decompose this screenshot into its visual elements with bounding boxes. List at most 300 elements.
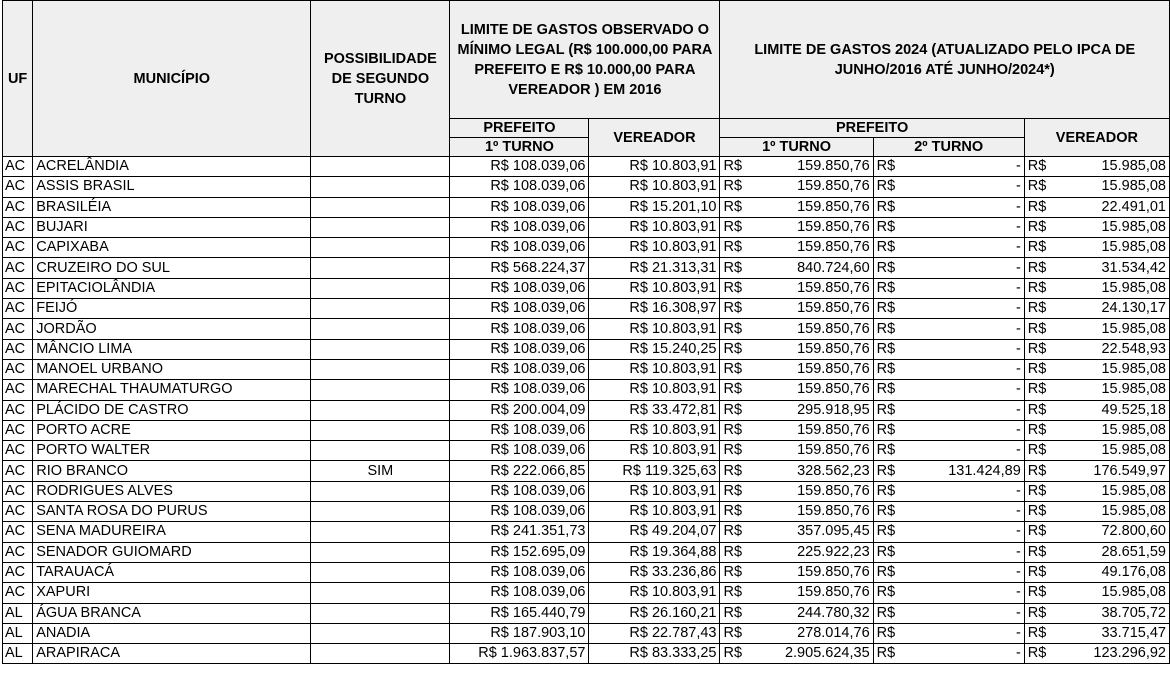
cell-vereador-2024: 33.715,47 xyxy=(1055,623,1170,643)
cell-currency: R$ xyxy=(1024,542,1054,562)
cell-currency: R$ xyxy=(1024,562,1054,582)
cell-municipio: PORTO WALTER xyxy=(33,441,311,461)
cell-vereador-2016: R$ 33.236,86 xyxy=(589,562,720,582)
cell-municipio: PORTO ACRE xyxy=(33,420,311,440)
cell-prefeito-1-turno-2024: 159.850,76 xyxy=(750,299,873,319)
cell-prefeito-2-turno-2024: - xyxy=(903,299,1024,319)
cell-uf: AC xyxy=(3,420,33,440)
cell-municipio: EPITACIOLÂNDIA xyxy=(33,278,311,298)
cell-uf: AC xyxy=(3,319,33,339)
cell-prefeito-1-turno-2024: 159.850,76 xyxy=(750,562,873,582)
cell-currency: R$ xyxy=(873,400,903,420)
cell-prefeito-2016: R$ 108.039,06 xyxy=(450,319,589,339)
cell-prefeito-1-turno-2024: 159.850,76 xyxy=(750,359,873,379)
cell-prefeito-2016: R$ 108.039,06 xyxy=(450,583,589,603)
cell-prefeito-2016: R$ 108.039,06 xyxy=(450,481,589,501)
cell-vereador-2016: R$ 26.160,21 xyxy=(589,603,720,623)
table-row xyxy=(3,278,1170,298)
cell-segundo-turno: SIM xyxy=(311,461,450,481)
cell-currency: R$ xyxy=(1024,157,1054,177)
cell-vereador-2016: R$ 10.803,91 xyxy=(589,420,720,440)
cell-prefeito-2-turno-2024: - xyxy=(903,197,1024,217)
cell-vereador-2016: R$ 21.313,31 xyxy=(589,258,720,278)
cell-currency: R$ xyxy=(873,502,903,522)
cell-municipio: CRUZEIRO DO SUL xyxy=(33,258,311,278)
cell-prefeito-2016: R$ 108.039,06 xyxy=(450,502,589,522)
cell-uf: AC xyxy=(3,177,33,197)
cell-currency: R$ xyxy=(873,319,903,339)
cell-municipio: MANOEL URBANO xyxy=(33,359,311,379)
cell-vereador-2016: R$ 10.803,91 xyxy=(589,278,720,298)
header-segundo-turno: POSSIBILIDADE DE SEGUNDO TURNO xyxy=(311,1,450,157)
cell-vereador-2016: R$ 10.803,91 xyxy=(589,177,720,197)
cell-prefeito-2-turno-2024: - xyxy=(903,603,1024,623)
cell-uf: AL xyxy=(3,644,33,664)
cell-prefeito-1-turno-2024: 159.850,76 xyxy=(750,583,873,603)
cell-currency: R$ xyxy=(873,299,903,319)
cell-municipio: ACRELÂNDIA xyxy=(33,157,311,177)
cell-prefeito-1-turno-2024: 159.850,76 xyxy=(750,339,873,359)
cell-prefeito-1-turno-2024: 244.780,32 xyxy=(750,603,873,623)
cell-vereador-2024: 49.176,08 xyxy=(1055,562,1170,582)
cell-currency: R$ xyxy=(1024,339,1054,359)
cell-segundo-turno xyxy=(311,542,450,562)
cell-uf: AC xyxy=(3,522,33,542)
cell-currency: R$ xyxy=(720,644,750,664)
cell-prefeito-2016: R$ 187.903,10 xyxy=(450,623,589,643)
cell-segundo-turno xyxy=(311,157,450,177)
cell-segundo-turno xyxy=(311,217,450,237)
cell-currency: R$ xyxy=(720,562,750,582)
cell-vereador-2016: R$ 10.803,91 xyxy=(589,359,720,379)
cell-segundo-turno xyxy=(311,502,450,522)
cell-prefeito-2-turno-2024: - xyxy=(903,522,1024,542)
table-header xyxy=(3,1,1170,157)
cell-segundo-turno xyxy=(311,197,450,217)
cell-vereador-2024: 15.985,08 xyxy=(1055,359,1170,379)
cell-municipio: CAPIXABA xyxy=(33,238,311,258)
cell-segundo-turno xyxy=(311,380,450,400)
cell-segundo-turno xyxy=(311,299,450,319)
cell-currency: R$ xyxy=(873,644,903,664)
cell-currency: R$ xyxy=(1024,522,1054,542)
cell-currency: R$ xyxy=(720,420,750,440)
cell-uf: AC xyxy=(3,542,33,562)
cell-currency: R$ xyxy=(720,299,750,319)
cell-segundo-turno xyxy=(311,623,450,643)
cell-prefeito-1-turno-2024: 159.850,76 xyxy=(750,278,873,298)
cell-uf: AC xyxy=(3,258,33,278)
cell-prefeito-2016: R$ 108.039,06 xyxy=(450,420,589,440)
cell-prefeito-2016: R$ 165.440,79 xyxy=(450,603,589,623)
cell-prefeito-2-turno-2024: - xyxy=(903,278,1024,298)
table-row xyxy=(3,217,1170,237)
cell-vereador-2016: R$ 10.803,91 xyxy=(589,481,720,501)
cell-municipio: ANADIA xyxy=(33,623,311,643)
cell-currency: R$ xyxy=(720,157,750,177)
table-row xyxy=(3,380,1170,400)
cell-currency: R$ xyxy=(873,278,903,298)
cell-prefeito-2016: R$ 152.695,09 xyxy=(450,542,589,562)
cell-vereador-2024: 123.296,92 xyxy=(1055,644,1170,664)
cell-municipio: JORDÃO xyxy=(33,319,311,339)
cell-vereador-2024: 28.651,59 xyxy=(1055,542,1170,562)
cell-currency: R$ xyxy=(1024,319,1054,339)
cell-vereador-2024: 15.985,08 xyxy=(1055,157,1170,177)
cell-prefeito-2-turno-2024: - xyxy=(903,177,1024,197)
cell-vereador-2024: 15.985,08 xyxy=(1055,380,1170,400)
cell-currency: R$ xyxy=(720,461,750,481)
cell-municipio: ARAPIRACA xyxy=(33,644,311,664)
cell-currency: R$ xyxy=(1024,258,1054,278)
cell-prefeito-2016: R$ 108.039,06 xyxy=(450,562,589,582)
cell-currency: R$ xyxy=(1024,177,1054,197)
cell-prefeito-2-turno-2024: - xyxy=(903,441,1024,461)
cell-prefeito-2-turno-2024: - xyxy=(903,238,1024,258)
header-prefeito-2024: PREFEITO xyxy=(720,119,1024,138)
cell-municipio: PLÁCIDO DE CASTRO xyxy=(33,400,311,420)
table-row xyxy=(3,238,1170,258)
cell-vereador-2024: 22.548,93 xyxy=(1055,339,1170,359)
cell-currency: R$ xyxy=(720,217,750,237)
cell-currency: R$ xyxy=(720,177,750,197)
table-row xyxy=(3,400,1170,420)
cell-segundo-turno xyxy=(311,562,450,582)
cell-prefeito-2-turno-2024: - xyxy=(903,502,1024,522)
cell-uf: AC xyxy=(3,481,33,501)
table-row xyxy=(3,461,1170,481)
cell-vereador-2016: R$ 83.333,25 xyxy=(589,644,720,664)
cell-prefeito-2-turno-2024: - xyxy=(903,420,1024,440)
table-row xyxy=(3,502,1170,522)
cell-vereador-2016: R$ 10.803,91 xyxy=(589,441,720,461)
table-row xyxy=(3,197,1170,217)
cell-currency: R$ xyxy=(720,542,750,562)
cell-currency: R$ xyxy=(720,522,750,542)
table-row xyxy=(3,319,1170,339)
cell-prefeito-2016: R$ 108.039,06 xyxy=(450,278,589,298)
cell-segundo-turno xyxy=(311,359,450,379)
cell-municipio: BRASILÉIA xyxy=(33,197,311,217)
cell-prefeito-1-turno-2024: 159.850,76 xyxy=(750,177,873,197)
header-primeiro-turno-2024: 1º TURNO xyxy=(720,138,873,157)
cell-currency: R$ xyxy=(720,238,750,258)
cell-prefeito-2-turno-2024: - xyxy=(903,400,1024,420)
cell-currency: R$ xyxy=(1024,583,1054,603)
cell-segundo-turno xyxy=(311,481,450,501)
cell-currency: R$ xyxy=(720,441,750,461)
cell-vereador-2016: R$ 119.325,63 xyxy=(589,461,720,481)
cell-prefeito-2-turno-2024: - xyxy=(903,583,1024,603)
cell-vereador-2024: 38.705,72 xyxy=(1055,603,1170,623)
cell-prefeito-1-turno-2024: 159.850,76 xyxy=(750,380,873,400)
cell-prefeito-2016: R$ 108.039,06 xyxy=(450,217,589,237)
header-segundo-turno-2024: 2º TURNO xyxy=(873,138,1024,157)
header-limite-2024: LIMITE DE GASTOS 2024 (ATUALIZADO PELO IPCA DE JUNHO/2016 ATÉ JUNHO/2024*) xyxy=(720,1,1170,119)
cell-vereador-2024: 24.130,17 xyxy=(1055,299,1170,319)
cell-vereador-2024: 15.985,08 xyxy=(1055,319,1170,339)
header-limite-2016: LIMITE DE GASTOS OBSERVADO O MÍNIMO LEGAL (R$ 100.000,00 PARA PREFEITO E R$ 10.000,00 PARA VEREADOR ) EM 2016 xyxy=(450,1,720,119)
cell-prefeito-2-turno-2024: - xyxy=(903,217,1024,237)
cell-vereador-2024: 15.985,08 xyxy=(1055,481,1170,501)
cell-currency: R$ xyxy=(1024,278,1054,298)
cell-uf: AC xyxy=(3,583,33,603)
table-row xyxy=(3,359,1170,379)
table-body xyxy=(3,157,1170,664)
cell-prefeito-1-turno-2024: 159.850,76 xyxy=(750,420,873,440)
cell-vereador-2016: R$ 19.364,88 xyxy=(589,542,720,562)
cell-uf: AC xyxy=(3,400,33,420)
cell-prefeito-2016: R$ 108.039,06 xyxy=(450,441,589,461)
cell-prefeito-1-turno-2024: 278.014,76 xyxy=(750,623,873,643)
cell-prefeito-2-turno-2024: - xyxy=(903,542,1024,562)
table-row xyxy=(3,177,1170,197)
cell-currency: R$ xyxy=(873,197,903,217)
table-row xyxy=(3,299,1170,319)
cell-municipio: RIO BRANCO xyxy=(33,461,311,481)
table-row xyxy=(3,562,1170,582)
cell-currency: R$ xyxy=(720,400,750,420)
cell-uf: AC xyxy=(3,197,33,217)
cell-prefeito-1-turno-2024: 159.850,76 xyxy=(750,441,873,461)
cell-municipio: RODRIGUES ALVES xyxy=(33,481,311,501)
cell-prefeito-2-turno-2024: - xyxy=(903,623,1024,643)
header-municipio: MUNICÍPIO xyxy=(33,1,311,157)
cell-prefeito-2016: R$ 108.039,06 xyxy=(450,197,589,217)
cell-currency: R$ xyxy=(873,583,903,603)
cell-currency: R$ xyxy=(873,359,903,379)
cell-vereador-2016: R$ 10.803,91 xyxy=(589,217,720,237)
cell-uf: AC xyxy=(3,502,33,522)
cell-vereador-2024: 72.800,60 xyxy=(1055,522,1170,542)
table-row xyxy=(3,339,1170,359)
cell-vereador-2024: 15.985,08 xyxy=(1055,583,1170,603)
table-row xyxy=(3,420,1170,440)
cell-prefeito-2-turno-2024: - xyxy=(903,157,1024,177)
cell-segundo-turno xyxy=(311,583,450,603)
cell-prefeito-2016: R$ 108.039,06 xyxy=(450,177,589,197)
cell-prefeito-1-turno-2024: 295.918,95 xyxy=(750,400,873,420)
cell-vereador-2016: R$ 10.803,91 xyxy=(589,380,720,400)
cell-currency: R$ xyxy=(873,177,903,197)
cell-currency: R$ xyxy=(720,359,750,379)
cell-segundo-turno xyxy=(311,177,450,197)
cell-segundo-turno xyxy=(311,441,450,461)
cell-currency: R$ xyxy=(1024,502,1054,522)
cell-currency: R$ xyxy=(1024,217,1054,237)
cell-municipio: FEIJÓ xyxy=(33,299,311,319)
cell-vereador-2016: R$ 15.201,10 xyxy=(589,197,720,217)
cell-currency: R$ xyxy=(720,481,750,501)
cell-currency: R$ xyxy=(873,562,903,582)
cell-prefeito-1-turno-2024: 159.850,76 xyxy=(750,319,873,339)
cell-prefeito-2-turno-2024: 131.424,89 xyxy=(903,461,1024,481)
cell-uf: AC xyxy=(3,238,33,258)
cell-uf: AC xyxy=(3,157,33,177)
cell-uf: AL xyxy=(3,623,33,643)
cell-uf: AC xyxy=(3,339,33,359)
table-row xyxy=(3,542,1170,562)
cell-currency: R$ xyxy=(720,603,750,623)
cell-municipio: ASSIS BRASIL xyxy=(33,177,311,197)
cell-prefeito-1-turno-2024: 357.095,45 xyxy=(750,522,873,542)
cell-segundo-turno xyxy=(311,400,450,420)
cell-currency: R$ xyxy=(1024,603,1054,623)
cell-segundo-turno xyxy=(311,339,450,359)
cell-segundo-turno xyxy=(311,420,450,440)
cell-currency: R$ xyxy=(720,339,750,359)
cell-municipio: ÁGUA BRANCA xyxy=(33,603,311,623)
cell-currency: R$ xyxy=(873,258,903,278)
table-row xyxy=(3,603,1170,623)
table-row xyxy=(3,441,1170,461)
cell-segundo-turno xyxy=(311,278,450,298)
cell-currency: R$ xyxy=(1024,623,1054,643)
cell-prefeito-2016: R$ 241.351,73 xyxy=(450,522,589,542)
cell-vereador-2016: R$ 10.803,91 xyxy=(589,157,720,177)
cell-vereador-2016: R$ 10.803,91 xyxy=(589,238,720,258)
cell-vereador-2024: 15.985,08 xyxy=(1055,502,1170,522)
cell-prefeito-2016: R$ 568.224,37 xyxy=(450,258,589,278)
cell-vereador-2024: 15.985,08 xyxy=(1055,278,1170,298)
cell-prefeito-1-turno-2024: 159.850,76 xyxy=(750,197,873,217)
cell-currency: R$ xyxy=(873,217,903,237)
cell-prefeito-2-turno-2024: - xyxy=(903,319,1024,339)
cell-segundo-turno xyxy=(311,319,450,339)
cell-segundo-turno xyxy=(311,603,450,623)
cell-municipio: SENA MADUREIRA xyxy=(33,522,311,542)
cell-currency: R$ xyxy=(873,420,903,440)
cell-prefeito-1-turno-2024: 159.850,76 xyxy=(750,217,873,237)
cell-vereador-2024: 15.985,08 xyxy=(1055,177,1170,197)
cell-prefeito-2016: R$ 108.039,06 xyxy=(450,299,589,319)
cell-currency: R$ xyxy=(1024,481,1054,501)
header-uf: UF xyxy=(3,1,33,157)
cell-currency: R$ xyxy=(720,197,750,217)
cell-vereador-2024: 49.525,18 xyxy=(1055,400,1170,420)
cell-currency: R$ xyxy=(720,583,750,603)
cell-vereador-2016: R$ 15.240,25 xyxy=(589,339,720,359)
cell-segundo-turno xyxy=(311,258,450,278)
cell-segundo-turno xyxy=(311,238,450,258)
cell-vereador-2016: R$ 33.472,81 xyxy=(589,400,720,420)
cell-currency: R$ xyxy=(720,502,750,522)
cell-vereador-2016: R$ 10.803,91 xyxy=(589,502,720,522)
header-prefeito-2016: PREFEITO xyxy=(450,119,589,138)
cell-currency: R$ xyxy=(873,461,903,481)
cell-currency: R$ xyxy=(873,481,903,501)
cell-prefeito-1-turno-2024: 328.562,23 xyxy=(750,461,873,481)
cell-vereador-2016: R$ 16.308,97 xyxy=(589,299,720,319)
table-row xyxy=(3,522,1170,542)
cell-currency: R$ xyxy=(1024,461,1054,481)
cell-prefeito-2-turno-2024: - xyxy=(903,562,1024,582)
cell-prefeito-1-turno-2024: 159.850,76 xyxy=(750,157,873,177)
cell-municipio: MÂNCIO LIMA xyxy=(33,339,311,359)
table-row xyxy=(3,481,1170,501)
cell-currency: R$ xyxy=(873,603,903,623)
cell-prefeito-1-turno-2024: 2.905.624,35 xyxy=(750,644,873,664)
cell-prefeito-2-turno-2024: - xyxy=(903,481,1024,501)
cell-prefeito-1-turno-2024: 225.922,23 xyxy=(750,542,873,562)
cell-prefeito-2016: R$ 108.039,06 xyxy=(450,359,589,379)
cell-prefeito-2016: R$ 200.004,09 xyxy=(450,400,589,420)
cell-municipio: MARECHAL THAUMATURGO xyxy=(33,380,311,400)
cell-currency: R$ xyxy=(873,542,903,562)
cell-segundo-turno xyxy=(311,522,450,542)
cell-prefeito-2016: R$ 108.039,06 xyxy=(450,339,589,359)
cell-currency: R$ xyxy=(873,238,903,258)
cell-prefeito-2-turno-2024: - xyxy=(903,339,1024,359)
cell-vereador-2024: 22.491,01 xyxy=(1055,197,1170,217)
cell-vereador-2024: 15.985,08 xyxy=(1055,238,1170,258)
header-primeiro-turno-2016: 1º TURNO xyxy=(450,138,589,157)
cell-uf: AC xyxy=(3,461,33,481)
cell-vereador-2016: R$ 10.803,91 xyxy=(589,319,720,339)
cell-currency: R$ xyxy=(873,380,903,400)
table-row xyxy=(3,644,1170,664)
cell-prefeito-2-turno-2024: - xyxy=(903,359,1024,379)
cell-municipio: SANTA ROSA DO PURUS xyxy=(33,502,311,522)
cell-currency: R$ xyxy=(873,522,903,542)
cell-currency: R$ xyxy=(720,623,750,643)
cell-currency: R$ xyxy=(1024,359,1054,379)
cell-segundo-turno xyxy=(311,644,450,664)
cell-uf: AC xyxy=(3,441,33,461)
cell-prefeito-2-turno-2024: - xyxy=(903,644,1024,664)
cell-prefeito-1-turno-2024: 840.724,60 xyxy=(750,258,873,278)
spending-limits-table xyxy=(2,0,1170,664)
table-row xyxy=(3,157,1170,177)
cell-uf: AC xyxy=(3,278,33,298)
cell-municipio: BUJARI xyxy=(33,217,311,237)
cell-currency: R$ xyxy=(1024,400,1054,420)
cell-prefeito-2-turno-2024: - xyxy=(903,380,1024,400)
cell-prefeito-1-turno-2024: 159.850,76 xyxy=(750,481,873,501)
cell-currency: R$ xyxy=(720,319,750,339)
cell-uf: AC xyxy=(3,562,33,582)
header-vereador-2016: VEREADOR xyxy=(589,119,720,157)
cell-currency: R$ xyxy=(720,380,750,400)
cell-currency: R$ xyxy=(873,623,903,643)
cell-uf: AC xyxy=(3,359,33,379)
cell-uf: AC xyxy=(3,217,33,237)
cell-vereador-2016: R$ 10.803,91 xyxy=(589,583,720,603)
cell-prefeito-2016: R$ 222.066,85 xyxy=(450,461,589,481)
cell-vereador-2024: 31.534,42 xyxy=(1055,258,1170,278)
cell-vereador-2024: 15.985,08 xyxy=(1055,420,1170,440)
header-vereador-2024: VEREADOR xyxy=(1024,119,1169,157)
cell-prefeito-2-turno-2024: - xyxy=(903,258,1024,278)
cell-uf: AC xyxy=(3,299,33,319)
cell-currency: R$ xyxy=(1024,238,1054,258)
cell-prefeito-1-turno-2024: 159.850,76 xyxy=(750,502,873,522)
cell-currency: R$ xyxy=(1024,644,1054,664)
cell-prefeito-1-turno-2024: 159.850,76 xyxy=(750,238,873,258)
table-row xyxy=(3,623,1170,643)
cell-currency: R$ xyxy=(720,278,750,298)
cell-vereador-2024: 15.985,08 xyxy=(1055,441,1170,461)
cell-currency: R$ xyxy=(1024,197,1054,217)
cell-currency: R$ xyxy=(1024,420,1054,440)
table-row xyxy=(3,258,1170,278)
cell-municipio: SENADOR GUIOMARD xyxy=(33,542,311,562)
cell-currency: R$ xyxy=(873,441,903,461)
cell-municipio: TARAUACÁ xyxy=(33,562,311,582)
cell-currency: R$ xyxy=(720,258,750,278)
cell-prefeito-2016: R$ 108.039,06 xyxy=(450,238,589,258)
cell-currency: R$ xyxy=(873,157,903,177)
